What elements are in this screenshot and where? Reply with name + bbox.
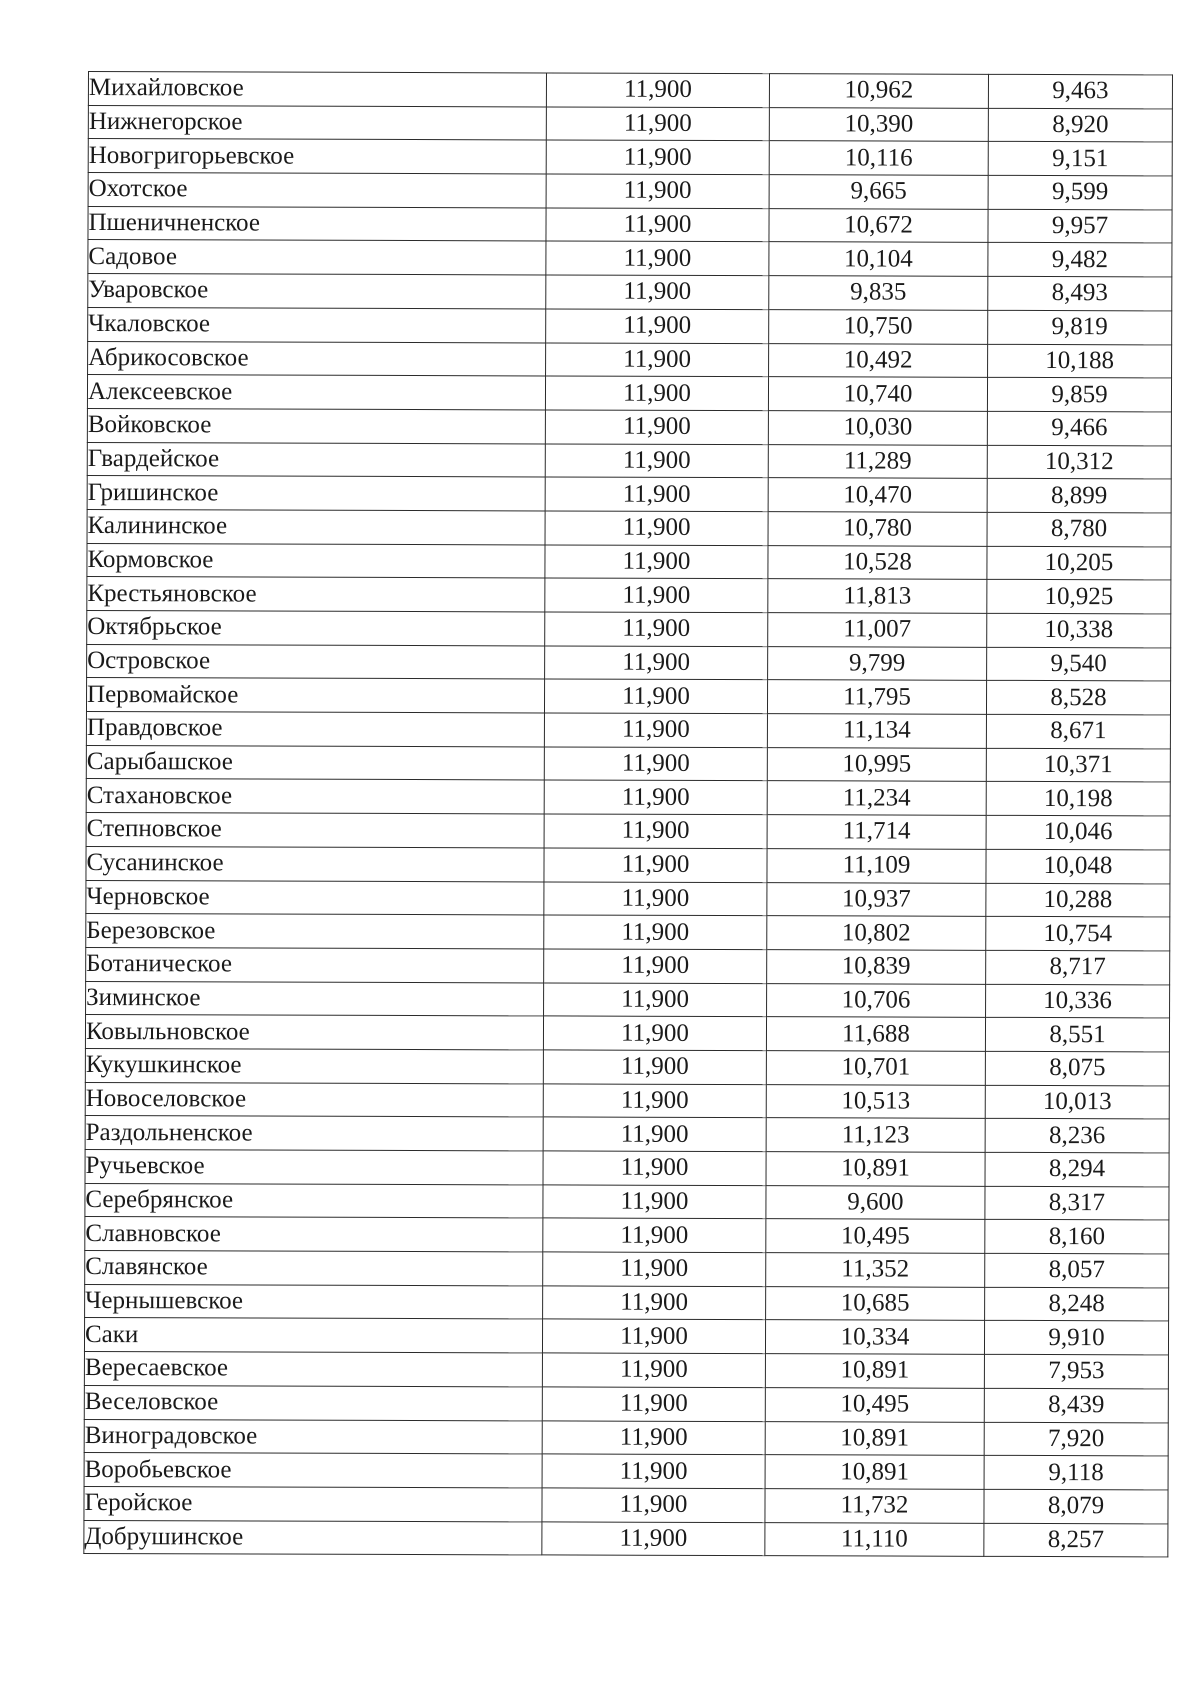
- value-cell-2: 11,123: [766, 1118, 985, 1152]
- value-cell-1: 11,900: [546, 275, 769, 309]
- value-cell-2: 11,110: [765, 1522, 984, 1556]
- value-cell-2: 10,495: [765, 1387, 984, 1421]
- table-row: [86, 813, 1170, 850]
- value-cell-3: 9,118: [984, 1456, 1168, 1490]
- settlement-name-cell: Первомайское: [86, 678, 544, 713]
- data-table: [83, 71, 1173, 1558]
- value-cell-1: 11,900: [544, 915, 767, 949]
- table-row: [84, 1520, 1168, 1557]
- value-cell-1: 11,900: [545, 612, 768, 646]
- table-row: [86, 745, 1170, 782]
- settlement-name-cell: Пшеничненское: [88, 206, 546, 241]
- value-cell-3: 10,338: [987, 613, 1171, 647]
- value-cell-1: 11,900: [542, 1488, 765, 1522]
- value-cell-3: 8,236: [985, 1119, 1169, 1153]
- value-cell-2: 10,891: [765, 1421, 984, 1455]
- table-row: [87, 476, 1171, 513]
- settlement-name-cell: Гвардейское: [87, 442, 545, 477]
- value-cell-3: 9,151: [988, 142, 1172, 176]
- value-cell-3: 9,957: [988, 209, 1172, 243]
- value-cell-2: 11,234: [767, 781, 986, 815]
- settlement-name-cell: Саки: [84, 1318, 542, 1353]
- value-cell-3: 9,482: [988, 243, 1172, 277]
- table-row: [84, 1453, 1168, 1490]
- value-cell-1: 11,900: [545, 646, 768, 680]
- value-cell-1: 11,900: [543, 1151, 766, 1185]
- settlement-name-cell: Кукушкинское: [85, 1048, 543, 1083]
- value-cell-3: 8,257: [984, 1523, 1168, 1557]
- value-cell-2: 10,495: [766, 1219, 985, 1253]
- value-cell-1: 11,900: [544, 814, 767, 848]
- settlement-name-cell: Вересаевское: [84, 1352, 542, 1387]
- value-cell-1: 11,900: [543, 1117, 766, 1151]
- table-row: [86, 712, 1170, 749]
- table-row: [84, 1352, 1168, 1389]
- settlement-name-cell: Стахановское: [86, 779, 544, 814]
- table-row: [85, 1048, 1169, 1085]
- table-row: [87, 644, 1171, 681]
- settlement-name-cell: Гришинское: [87, 476, 545, 511]
- settlement-name-cell: Войковское: [87, 408, 545, 443]
- value-cell-3: 10,288: [986, 883, 1170, 917]
- value-cell-1: 11,900: [543, 1084, 766, 1118]
- value-cell-3: 8,551: [985, 1018, 1169, 1052]
- value-cell-2: 10,672: [769, 208, 988, 242]
- value-cell-2: 10,891: [765, 1455, 984, 1489]
- settlement-name-cell: Веселовское: [84, 1385, 542, 1420]
- value-cell-1: 11,900: [546, 73, 769, 107]
- value-cell-2: 10,470: [768, 478, 987, 512]
- value-cell-1: 11,900: [543, 1252, 766, 1286]
- value-cell-2: 10,334: [765, 1320, 984, 1354]
- value-cell-1: 11,900: [545, 545, 768, 579]
- value-cell-2: 11,007: [768, 613, 987, 647]
- settlement-name-cell: Сарыбашское: [86, 745, 544, 780]
- value-cell-1: 11,900: [544, 747, 767, 781]
- table-row: [84, 1385, 1168, 1422]
- value-cell-2: 10,937: [767, 882, 986, 916]
- value-cell-2: 10,891: [766, 1152, 985, 1186]
- table-row: [87, 375, 1171, 412]
- value-cell-2: 10,750: [769, 309, 988, 343]
- value-cell-2: 11,714: [767, 815, 986, 849]
- value-cell-2: 11,134: [767, 714, 986, 748]
- value-cell-1: 11,900: [543, 1218, 766, 1252]
- value-cell-2: 10,104: [769, 242, 988, 276]
- value-cell-2: 9,600: [766, 1185, 985, 1219]
- value-cell-2: 11,289: [768, 444, 987, 478]
- settlement-name-cell: Ручьевское: [85, 1149, 543, 1184]
- value-cell-1: 11,900: [546, 342, 769, 376]
- value-cell-3: 8,294: [985, 1152, 1169, 1186]
- value-cell-1: 11,900: [543, 1185, 766, 1219]
- value-cell-3: 9,466: [987, 411, 1171, 445]
- table-row: [88, 341, 1172, 378]
- value-cell-3: 8,671: [986, 714, 1170, 748]
- table-row: [87, 509, 1171, 546]
- table-row: [87, 577, 1171, 614]
- value-cell-2: 11,732: [765, 1489, 984, 1523]
- value-cell-2: 10,701: [766, 1051, 985, 1085]
- value-cell-2: 10,839: [767, 950, 986, 984]
- value-cell-3: 8,057: [985, 1253, 1169, 1287]
- settlement-name-cell: Правдовское: [86, 712, 544, 747]
- value-cell-1: 11,900: [544, 881, 767, 915]
- settlement-name-cell: Ботаническое: [86, 947, 544, 982]
- value-cell-1: 11,900: [545, 578, 768, 612]
- table-row: [88, 307, 1172, 344]
- table-row: [88, 139, 1172, 176]
- value-cell-3: 10,205: [987, 546, 1171, 580]
- table-row: [88, 72, 1172, 109]
- settlement-name-cell: Октябрьское: [87, 610, 545, 645]
- value-cell-3: 8,528: [986, 681, 1170, 715]
- settlement-name-cell: Михайловское: [88, 72, 546, 107]
- value-cell-1: 11,900: [542, 1521, 765, 1555]
- value-cell-3: 7,953: [984, 1354, 1168, 1388]
- value-cell-2: 10,685: [766, 1286, 985, 1320]
- table-row: [88, 240, 1172, 277]
- table-row: [88, 274, 1172, 311]
- value-cell-1: 11,900: [543, 1050, 766, 1084]
- value-cell-2: 10,492: [769, 343, 988, 377]
- value-cell-1: 11,900: [546, 140, 769, 174]
- value-cell-1: 11,900: [544, 713, 767, 747]
- settlement-name-cell: Зиминское: [86, 981, 544, 1016]
- value-cell-2: 10,030: [768, 411, 987, 445]
- value-cell-1: 11,900: [546, 208, 769, 242]
- value-cell-3: 10,013: [985, 1085, 1169, 1119]
- value-cell-3: 10,312: [987, 445, 1171, 479]
- table-row: [84, 1419, 1168, 1456]
- value-cell-3: 10,198: [986, 782, 1170, 816]
- value-cell-2: 11,813: [768, 579, 987, 613]
- value-cell-3: 9,463: [988, 74, 1172, 108]
- value-cell-3: 9,599: [988, 175, 1172, 209]
- table-row: [86, 947, 1170, 984]
- settlement-name-cell: Сусанинское: [86, 846, 544, 881]
- value-cell-2: 10,528: [768, 545, 987, 579]
- value-cell-2: 10,390: [769, 107, 988, 141]
- value-cell-3: 9,859: [987, 378, 1171, 412]
- settlement-name-cell: Раздольненское: [85, 1116, 543, 1151]
- value-cell-1: 11,900: [542, 1353, 765, 1387]
- value-cell-2: 10,995: [767, 747, 986, 781]
- table-row: [85, 1284, 1169, 1321]
- value-cell-3: 8,717: [986, 950, 1170, 984]
- value-cell-3: 10,048: [986, 849, 1170, 883]
- value-cell-2: 11,688: [766, 1017, 985, 1051]
- settlement-name-cell: Кормовское: [87, 543, 545, 578]
- table-row: [85, 1251, 1169, 1288]
- settlement-name-cell: Уваровское: [88, 274, 546, 309]
- value-cell-1: 11,900: [543, 1016, 766, 1050]
- table-row: [85, 1116, 1169, 1153]
- table-row: [85, 1183, 1169, 1220]
- table-row: [86, 779, 1170, 816]
- settlement-name-cell: Геройское: [84, 1486, 542, 1521]
- settlement-name-cell: Серебрянское: [85, 1183, 543, 1218]
- value-cell-3: 8,317: [985, 1186, 1169, 1220]
- value-cell-3: 7,920: [984, 1422, 1168, 1456]
- value-cell-1: 11,900: [543, 1286, 766, 1320]
- value-cell-3: 10,925: [987, 580, 1171, 614]
- settlement-name-cell: Островское: [87, 644, 545, 679]
- value-cell-1: 11,900: [542, 1454, 765, 1488]
- table-row: [87, 543, 1171, 580]
- table-row: [86, 678, 1170, 715]
- table-body: [84, 72, 1173, 1558]
- value-cell-3: 10,371: [986, 748, 1170, 782]
- value-cell-1: 11,900: [542, 1420, 765, 1454]
- value-cell-3: 9,540: [987, 647, 1171, 681]
- settlement-name-cell: Славянское: [85, 1251, 543, 1286]
- value-cell-3: 8,899: [987, 479, 1171, 513]
- value-cell-3: 9,819: [988, 310, 1172, 344]
- value-cell-2: 10,802: [767, 916, 986, 950]
- value-cell-1: 11,900: [545, 376, 768, 410]
- value-cell-3: 9,910: [984, 1321, 1168, 1355]
- value-cell-1: 11,900: [544, 679, 767, 713]
- value-cell-1: 11,900: [545, 511, 768, 545]
- table-row: [88, 173, 1172, 210]
- value-cell-3: 8,439: [984, 1388, 1168, 1422]
- value-cell-2: 11,109: [767, 848, 986, 882]
- value-cell-2: 10,962: [769, 74, 988, 108]
- table-row: [88, 206, 1172, 243]
- settlement-name-cell: Виноградовское: [84, 1419, 542, 1454]
- value-cell-3: 10,754: [986, 917, 1170, 951]
- value-cell-1: 11,900: [546, 309, 769, 343]
- settlement-name-cell: Крестьяновское: [87, 577, 545, 612]
- value-cell-1: 11,900: [545, 444, 768, 478]
- value-cell-1: 11,900: [546, 241, 769, 275]
- value-cell-3: 10,188: [988, 344, 1172, 378]
- value-cell-1: 11,900: [544, 949, 767, 983]
- table-row: [87, 408, 1171, 445]
- settlement-name-cell: Калининское: [87, 509, 545, 544]
- value-cell-2: 9,835: [769, 276, 988, 310]
- value-cell-2: 10,891: [765, 1354, 984, 1388]
- value-cell-2: 9,799: [768, 646, 987, 680]
- table-row: [85, 1217, 1169, 1254]
- value-cell-1: 11,900: [545, 477, 768, 511]
- value-cell-1: 11,900: [544, 780, 767, 814]
- table-row: [86, 914, 1170, 951]
- value-cell-3: 8,780: [987, 512, 1171, 546]
- table-row: [86, 880, 1170, 917]
- table-row: [85, 1015, 1169, 1052]
- value-cell-2: 10,780: [768, 512, 987, 546]
- value-cell-2: 11,795: [767, 680, 986, 714]
- value-cell-1: 11,900: [545, 410, 768, 444]
- settlement-name-cell: Добрушинское: [84, 1520, 542, 1555]
- value-cell-3: 8,079: [984, 1489, 1168, 1523]
- table-row: [87, 442, 1171, 479]
- settlement-name-cell: Чернышевское: [85, 1284, 543, 1319]
- settlement-name-cell: Абрикосовское: [88, 341, 546, 376]
- value-cell-3: 10,336: [986, 984, 1170, 1018]
- table-row: [84, 1318, 1168, 1355]
- settlement-name-cell: Алексеевское: [87, 375, 545, 410]
- value-cell-2: 10,116: [769, 141, 988, 175]
- settlement-name-cell: Черновское: [86, 880, 544, 915]
- settlement-name-cell: Березовское: [86, 914, 544, 949]
- settlement-name-cell: Степновское: [86, 813, 544, 848]
- value-cell-3: 8,493: [988, 276, 1172, 310]
- value-cell-2: 10,706: [767, 983, 986, 1017]
- settlement-name-cell: Чкаловское: [88, 307, 546, 342]
- settlement-name-cell: Новогригорьевское: [88, 139, 546, 174]
- settlement-name-cell: Воробьевское: [84, 1453, 542, 1488]
- value-cell-1: 11,900: [544, 848, 767, 882]
- settlement-name-cell: Охотское: [88, 173, 546, 208]
- value-cell-1: 11,900: [542, 1387, 765, 1421]
- table-row: [85, 1149, 1169, 1186]
- value-cell-3: 8,075: [985, 1051, 1169, 1085]
- settlement-name-cell: Ковыльновское: [85, 1015, 543, 1050]
- value-cell-3: 8,248: [985, 1287, 1169, 1321]
- value-cell-2: 10,513: [766, 1084, 985, 1118]
- settlement-name-cell: Нижнегорское: [88, 105, 546, 140]
- value-cell-2: 10,740: [768, 377, 987, 411]
- table-row: [84, 1486, 1168, 1523]
- value-cell-3: 8,920: [988, 108, 1172, 142]
- settlement-name-cell: Садовое: [88, 240, 546, 275]
- value-cell-2: 11,352: [766, 1253, 985, 1287]
- settlement-name-cell: Славновское: [85, 1217, 543, 1252]
- table-row: [87, 610, 1171, 647]
- value-cell-2: 9,665: [769, 175, 988, 209]
- table-row: [86, 981, 1170, 1018]
- table-row: [86, 846, 1170, 883]
- settlement-name-cell: Новоселовское: [85, 1082, 543, 1117]
- value-cell-3: 10,046: [986, 815, 1170, 849]
- value-cell-1: 11,900: [546, 174, 769, 208]
- table-row: [85, 1082, 1169, 1119]
- table-row: [88, 105, 1172, 142]
- value-cell-1: 11,900: [546, 107, 769, 141]
- value-cell-1: 11,900: [544, 982, 767, 1016]
- value-cell-1: 11,900: [542, 1319, 765, 1353]
- value-cell-3: 8,160: [985, 1220, 1169, 1254]
